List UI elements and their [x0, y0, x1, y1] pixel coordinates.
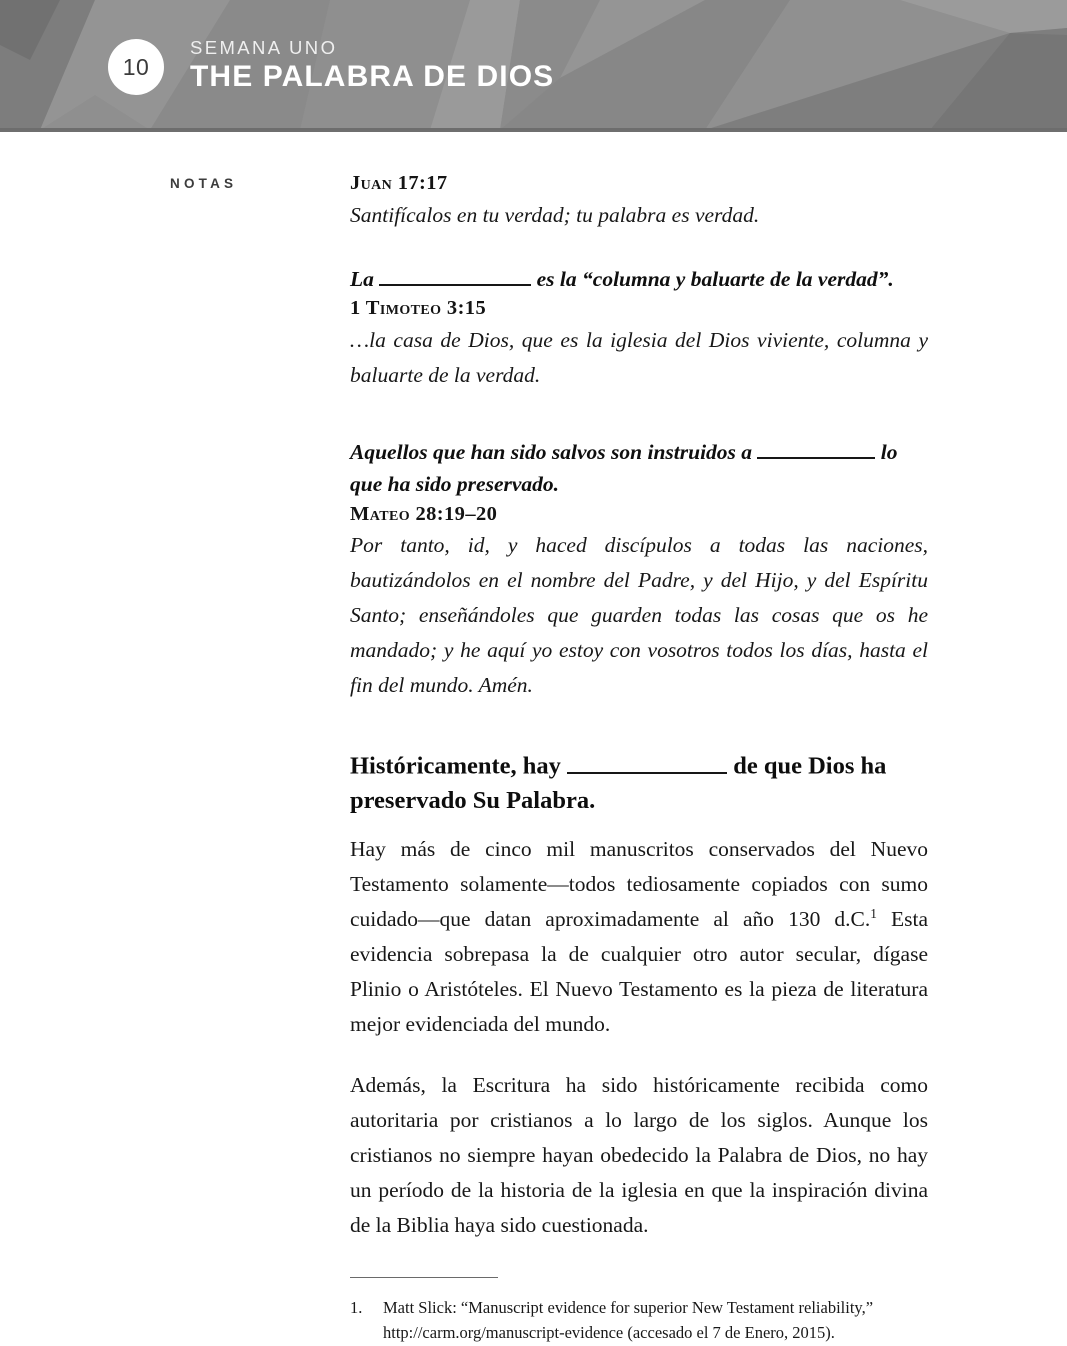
- scripture-text: Por tanto, id, y haced discípulos a todas las naciones, bautizándolos en el nombre del Padre, y del Hijo, y del Espíritu Santo; enseñándoles que guarden todas las cosas que os he mandado; y he aquí yo estoy con vosotros todos los días, hasta el fin del mundo. Amén.: [350, 533, 928, 697]
- prompt-text-after: lo que ha sido preservado.: [350, 440, 898, 497]
- prompt-text-before: Aquellos que han sido salvos son instruidos a: [350, 440, 753, 465]
- answer-blank-1[interactable]: [379, 264, 531, 286]
- scripture-block-mateo: [350, 501, 928, 703]
- scripture-reference: Mateo 28:19–20: [350, 502, 498, 525]
- prompt-text-after: es la “columna y baluarte de la verdad”.: [536, 266, 894, 291]
- scripture-block-juan: [350, 170, 928, 233]
- page-title: THE PALABRA DE DIOS: [190, 59, 555, 93]
- scripture-text: …la casa de Dios, que es la iglesia del Dios viviente, columna y baluarte de la verdad.: [350, 327, 928, 387]
- section-heading-after: de que Dios ha preservado Su Palabra.: [350, 752, 887, 814]
- scripture-text: Santifícalos en tu verdad; tu palabra es verdad.: [350, 202, 760, 227]
- prompt-line: [350, 437, 928, 500]
- fill-in-prompt-1: [350, 264, 928, 296]
- header-title-group: [190, 38, 554, 95]
- footnote-marker[interactable]: 1: [870, 905, 877, 921]
- footnote-line-2[interactable]: http://carm.org/manuscript-evidence (accesado el 7 de Enero, 2015).: [383, 1323, 835, 1343]
- footnote-body: [383, 1295, 928, 1346]
- section-heading: [350, 749, 928, 817]
- page-header-banner: [0, 0, 1067, 132]
- spacer: [350, 818, 928, 832]
- section-heading-before: Históricamente, hay: [350, 752, 561, 780]
- header-content: [0, 0, 1067, 130]
- footnote-item: [350, 1295, 928, 1346]
- scripture-reference: 1 Timoteo 3:15: [350, 297, 487, 320]
- footnote-separator-rule: [350, 1277, 498, 1278]
- spacer: [350, 702, 928, 749]
- footnote-section: [350, 1277, 928, 1346]
- fill-in-prompt-2: [350, 437, 928, 500]
- prompt-text-before: La: [350, 266, 374, 291]
- main-content-column: [350, 170, 928, 1346]
- paragraph-part-2: Esta evidencia sobrepasa la de cualquier otro autor secular, dígase Plinio o Aristóteles. El Nuevo Testamento es la pieza de literatura mejor evidenciada del mundo.: [350, 906, 928, 1036]
- page-number-text: 10: [122, 53, 150, 80]
- prompt-line: [350, 264, 928, 296]
- answer-blank-3[interactable]: [567, 749, 727, 774]
- answer-blank-2[interactable]: [757, 438, 875, 460]
- body-paragraph-2: Además, la Escritura ha sido históricamente recibida como autoritaria por cristianos a lo largo de los siglos. Aunque los cristianos no siempre hayan obedecido la Palabra de Dios, no hay un período de la historia de la iglesia en que la inspiración divina de la Biblia haya sido cuestionada.: [350, 1072, 928, 1237]
- body-paragraph-1: [350, 832, 928, 1042]
- page-body: [0, 132, 1067, 1343]
- scripture-block-timoteo: [350, 295, 928, 392]
- spacer: [350, 233, 928, 264]
- spacer: [350, 392, 928, 437]
- spacer: [350, 1042, 928, 1068]
- header-kicker: SEMANA UNO: [190, 36, 338, 58]
- notes-label: NOTAS: [170, 176, 238, 191]
- scripture-reference: Juan 17:17: [350, 172, 448, 194]
- footnote-number: 1.: [350, 1297, 363, 1317]
- page-number-badge: [108, 39, 164, 95]
- paragraph-part-1: Hay más de cinco mil manuscritos conservados del Nuevo Testamento solamente—todos tediosamente copiados con sumo cuidado—que datan aproximadamente al año 130 d.C.: [350, 836, 928, 931]
- footnote-line-1: Matt Slick: “Manuscript evidence for superior New Testament reliability,”: [383, 1297, 874, 1317]
